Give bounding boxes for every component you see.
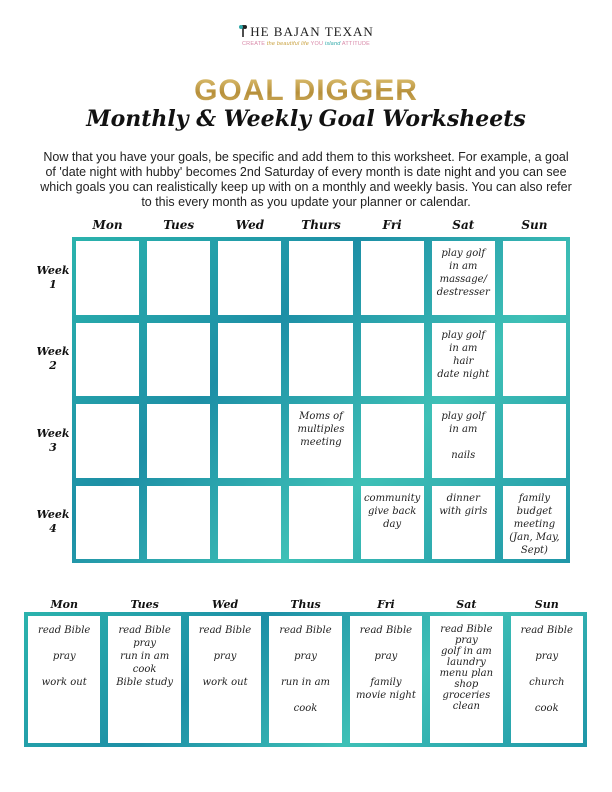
monthly-day-sun: Sun: [521, 218, 548, 232]
calendar-cell: [76, 323, 139, 397]
page-subtitle: Monthly & Weekly Goal Worksheets: [86, 106, 526, 132]
weekly-cell: [189, 616, 261, 743]
weekly-note: read Bible pray work out: [38, 625, 91, 688]
cell-note: dinner with girls: [439, 492, 488, 517]
weekly-note: read Bible pray family movie night: [355, 625, 416, 701]
weekly-day-sat: Sat: [456, 598, 477, 611]
calendar-cell: [289, 323, 352, 397]
weekly-day-fri: Fri: [377, 598, 395, 611]
weekly-note: read Bible pray golf in am laundry menu plan shop groceries clean: [439, 624, 494, 712]
calendar-cell: [432, 241, 495, 315]
calendar-cell: [432, 404, 495, 478]
weekly-day-mon: Mon: [50, 598, 78, 611]
weekly-day-tues: Tues: [130, 598, 159, 611]
brand-name: HE BAJAN TEXAN: [250, 24, 374, 39]
monthly-day-tues: Tues: [163, 218, 195, 232]
weekly-note: read Bible pray run in am cook: [279, 625, 332, 714]
tagline-pre: CREATE: [242, 41, 266, 47]
calendar-cell: [218, 323, 281, 397]
weekly-note: read Bible pray run in am cook Bible study: [116, 625, 174, 688]
calendar-cell: [76, 241, 139, 315]
calendar-cell: [432, 323, 495, 397]
calendar-cell: [76, 486, 139, 560]
monthly-day-sat: Sat: [452, 218, 475, 232]
page-title: GOAL DIGGER: [0, 74, 612, 108]
week-label-3: [36, 427, 70, 455]
weekly-day-wed: Wed: [211, 598, 239, 611]
weekly-cell: [28, 616, 100, 743]
calendar-cell: [503, 241, 566, 315]
calendar-cell: [147, 486, 210, 560]
monthly-day-mon: Mon: [92, 218, 123, 232]
weekly-cell: [350, 616, 422, 743]
monthly-day-thurs: Thurs: [301, 218, 341, 232]
calendar-cell: [361, 486, 424, 560]
weekly-day-thus: Thus: [290, 598, 321, 611]
weekly-note: read Bible pray work out: [198, 625, 252, 688]
week-word: Week: [36, 345, 70, 359]
week-label-4: [36, 508, 70, 536]
tagline-mid: the beautiful life: [266, 41, 309, 47]
calendar-cell: [503, 404, 566, 478]
calendar-cell: [218, 404, 281, 478]
calendar-cell: [147, 241, 210, 315]
week-number: 4: [49, 522, 57, 536]
weekly-cell: [511, 616, 583, 743]
bee-icon: [238, 24, 248, 38]
week-word: Week: [36, 426, 70, 440]
weekly-cell: [430, 616, 502, 743]
calendar-cell: [361, 241, 424, 315]
brand-logo: [0, 24, 612, 47]
week-word: Week: [36, 263, 70, 277]
calendar-cell: [218, 241, 281, 315]
weekly-note: read Bible pray church cook: [520, 625, 573, 714]
weekly-grid: [24, 612, 587, 747]
weekly-cell: [108, 616, 180, 743]
monthly-day-fri: Fri: [382, 218, 402, 232]
cell-note: play golf in am massage/ destresser: [436, 248, 490, 298]
weekly-day-sun: Sun: [534, 598, 559, 611]
calendar-cell: [147, 404, 210, 478]
cell-note: family budget meeting (Jan, May, Sept): [509, 492, 560, 556]
week-number: 2: [49, 359, 57, 373]
calendar-cell: [218, 486, 281, 560]
tagline-post: YOU: [310, 41, 324, 47]
week-number: 1: [49, 277, 57, 291]
calendar-cell: [289, 241, 352, 315]
week-label-1: [36, 264, 70, 292]
cell-note: play golf in am hair date night: [437, 329, 490, 380]
cell-note: Moms of multiples meeting: [297, 411, 345, 448]
brand-tagline: [0, 41, 612, 47]
calendar-cell: [361, 323, 424, 397]
monthly-grid: [72, 237, 570, 563]
tagline-island: island: [324, 41, 341, 47]
tagline-end: ATTITUDE: [341, 41, 370, 47]
intro-paragraph: Now that you have your goals, be specific and add them to this worksheet. For example, a goal of 'date night with hubby' becomes 2nd Saturday of every month is date night and you can see which goals you can realistically keep up with on a monthly and weekly basis. You can also refer to this every month as you update your planner or calendar.: [40, 150, 572, 209]
calendar-cell: [432, 486, 495, 560]
week-label-2: [36, 345, 70, 373]
calendar-cell: [76, 404, 139, 478]
calendar-cell: [289, 486, 352, 560]
calendar-cell: [503, 486, 566, 560]
calendar-cell: [147, 323, 210, 397]
monthly-day-wed: Wed: [235, 218, 265, 232]
calendar-cell: [361, 404, 424, 478]
calendar-cell: [289, 404, 352, 478]
cell-note: play golf in am nails: [441, 411, 486, 461]
week-word: Week: [36, 508, 70, 522]
weekly-cell: [269, 616, 341, 743]
cell-note: community give back day: [363, 492, 421, 530]
week-number: 3: [49, 440, 57, 454]
calendar-cell: [503, 323, 566, 397]
